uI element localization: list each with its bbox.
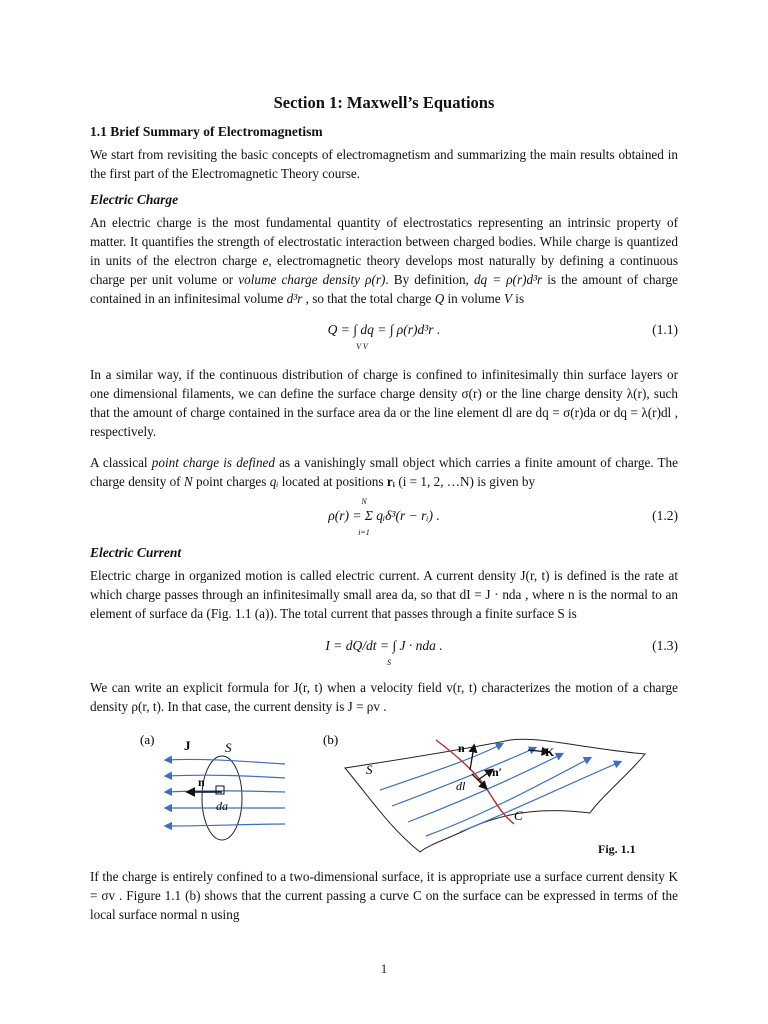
- area-label: da: [216, 799, 228, 813]
- panel-a-label: (a): [140, 732, 155, 747]
- current-density-label: J: [184, 738, 191, 753]
- flow-line: [166, 791, 285, 792]
- surface-label-a: S: [225, 740, 232, 755]
- area-element: [216, 786, 224, 794]
- line-element-label: dl: [456, 779, 466, 793]
- electric-charge-heading: Electric Charge: [90, 192, 179, 207]
- flow-line: [460, 762, 620, 832]
- surface-label-b: S: [366, 762, 373, 777]
- figure-1-1: [130, 728, 650, 858]
- surface-current-paragraph: If the charge is entirely confined to a two-dimensional surface, it is appropriate use a surface current density K = σv . Figure 1.1 (b) shows that the current passing a curve C on the surface can be expressed in terms of the local surface normal n using: [90, 869, 678, 922]
- surface-current-lines: [380, 744, 620, 836]
- equation-1-1: Q = ∫ dq = ∫ ρ(r)d³r . V V (1.1): [327, 322, 678, 351]
- curved-surface: [345, 739, 645, 852]
- current-paragraph-1: Electric charge in organized motion is called electric current. A current density J(r, t) is defined is the rate at which charge passes through an infinitesimally small area da, so that dI = J · nda , where n is the normal to an element of surface da (Fig. 1.1 (a)). The total current that passes through a finite surface S is: [90, 568, 678, 621]
- normal-label-b: n: [458, 741, 465, 755]
- flow-line: [166, 775, 285, 778]
- curve-label: C: [514, 808, 523, 823]
- electric-current-heading: Electric Current: [90, 545, 182, 560]
- equation-1-3: I = dQ/dt = ∫ J · nda . S (1.3): [325, 638, 678, 667]
- intro-paragraph: We start from revisiting the basic concepts of electromagnetism and summarizing the main results obtained in the first part of the Electromagnetic Theory course.: [90, 147, 678, 181]
- equation-1-2: N ρ(r) = Σ qᵢδ³(r − rᵢ) . i=1 (1.2): [328, 497, 678, 537]
- flow-line: [380, 744, 502, 790]
- flow-line: [166, 824, 285, 826]
- section-title: Section 1: Maxwell’s Equations: [273, 93, 495, 112]
- surface-current-label: K: [545, 745, 555, 759]
- flow-line: [166, 759, 285, 764]
- n-prime-label: n′: [492, 765, 503, 779]
- figure-caption: Fig. 1.1: [598, 842, 636, 856]
- charge-paragraph-1: An electric charge is the most fundamental quantity of electrostatics representing an intrinsic property of matter. It quantifies the strength of electrostatic interaction between charged bodies. While charge is quantized in units of the electron charge e, electromagnetic theory develops most naturally by defining a continuous charge per unit volume or volume charge density ρ(r). By definition, dq = ρ(r)d³r is the amount of charge contained in an infinitesimal volume d³r , so that the total charge Q in volume V is: [90, 215, 679, 306]
- subsection-heading: 1.1 Brief Summary of Electromagnetism: [90, 124, 323, 139]
- charge-paragraph-3: A classical point charge is defined as a vanishingly small object which carries a finite amount of charge. The charge density of N point charges qᵢ located at positions rᵢ (i = 1, 2, …N) is given by: [90, 455, 678, 489]
- surface-ellipse: [202, 756, 242, 840]
- flow-line: [426, 758, 590, 836]
- panel-b-label: (b): [323, 732, 339, 747]
- normal-label-a: n: [198, 775, 205, 789]
- page-number: 1: [380, 962, 388, 976]
- current-flow-lines: [166, 759, 285, 826]
- current-paragraph-2: We can write an explicit formula for J(r, t) when a velocity field v(r, t) characterizes the motion of a charge density ρ(r, t). In that case, the current density is J = ρv .: [90, 680, 678, 714]
- charge-paragraph-2: In a similar way, if the continuous distribution of charge is confined to infinitesimally thin surface layers or one dimensional filaments, we can define the surface charge density σ(r) or the line charge density λ(r), such that the amount of charge contained in the surface area da or the line element dl are dq = σ(r)da or dq = λ(r)dl , respectively.: [90, 367, 678, 439]
